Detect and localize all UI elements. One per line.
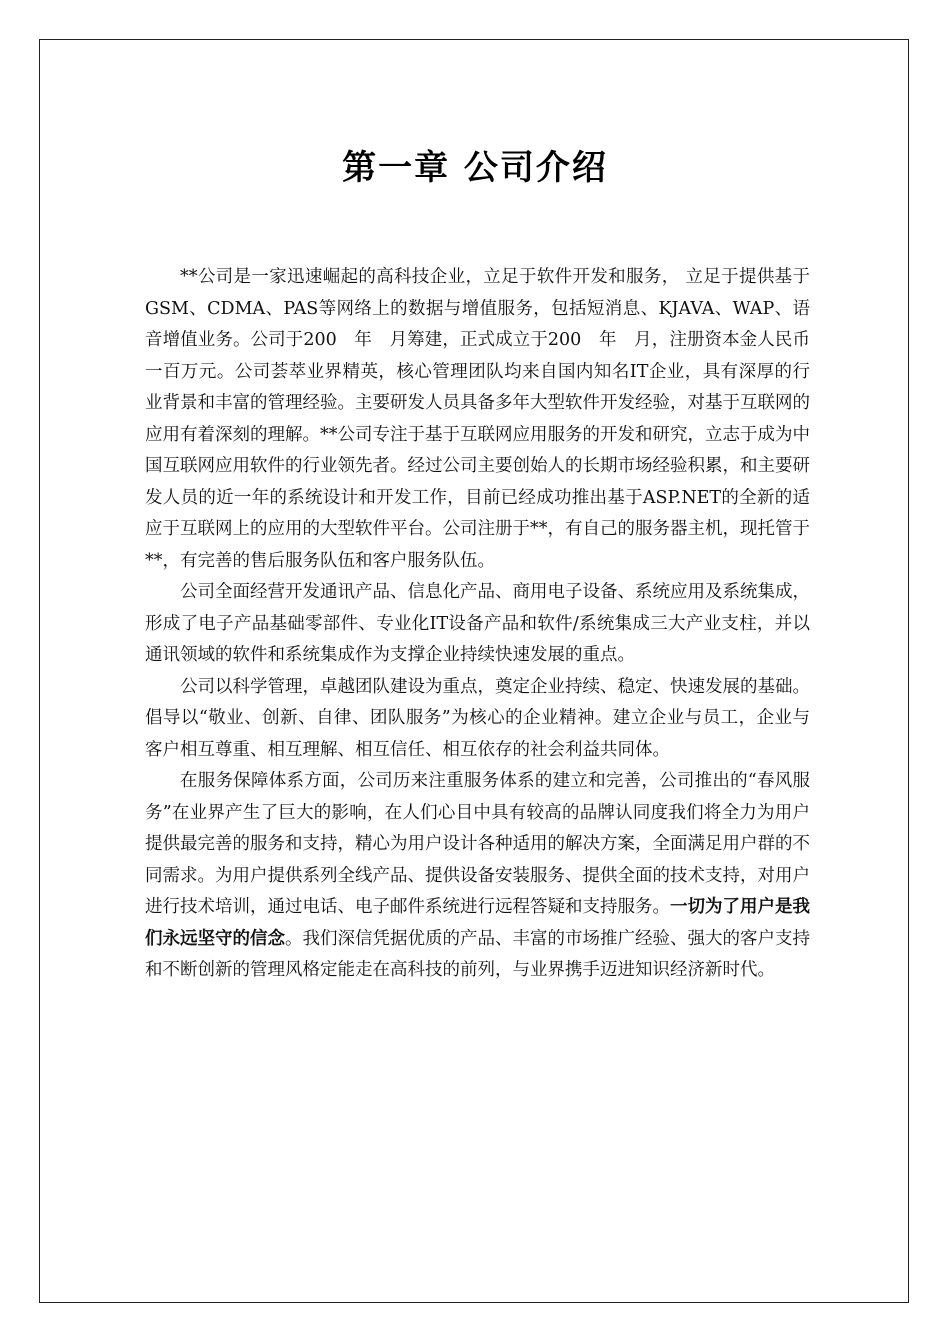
paragraph-service — [145, 766, 810, 987]
chapter-title: 第一章 公司介绍 — [342, 148, 608, 188]
service-text-before: 在服务保障体系方面，公司历来注重服务体系的建立和完善，公司推出的“春风服务”在业界产生了巨大的影响，在人们心目中具有较高的品牌认同度我们将全力为用户提供最完善的服务和支持，精心为用户设计各种适用的解决方案，全面满足用户群的不同需求。为用户提供系列全线产品、提供设备安装服务、提供全面的技术支持，对用户进行技术培训，通过电话、电子邮件系统进行远程答疑和支持服务。 — [145, 771, 810, 917]
document-body — [145, 262, 810, 987]
paragraph-business-scope: 公司全面经营开发通讯产品、信息化产品、商用电子设备、系统应用及系统集成，形成了电子产品基础零部件、专业化IT设备产品和软件/系统集成三大产业支柱，并以通讯领域的软件和系统集成作为支撑企业持续快速发展的重点。 — [145, 582, 810, 665]
service-motto: 一切为了用户是我们永远坚守的信念 — [145, 897, 810, 949]
paragraph-company-overview: **公司是一家迅速崛起的高科技企业，立足于软件开发和服务， 立足于提供基于GSM、CDMA、PAS等网络上的数据与增值服务，包括短消息、KJAVA、WAP、语音增值业务。公司于200 年 月筹建，正式成立于200 年 月，注册资本金人民币一百万元。公司荟萃业界精英，核心管理团队均来自国内知名IT企业，具有深厚的行业背景和丰富的管理经验。主要研发人员具备多年大型软件开发经验，对基于互联网的应用有着深刻的理解。**公司专注于基于互联网应用服务的开发和研究，立志于成为中国互联网应用软件的行业领先者。经过公司主要创始人的长期市场经验积累，和主要研发人员的近一年的系统设计和开发工作，目前已经成功推出基于ASP.NET的全新的适应于互联网上的应用的大型软件平台。公司注册于**，有自己的服务器主机，现托管于**，有完善的售后服务队伍和客户服务队伍。 — [145, 267, 810, 571]
service-text-after: 。我们深信凭据优质的产品、丰富的市场推广经验、强大的客户支持和不断创新的管理风格定能走在高科技的前列，与业界携手迈进知识经济新时代。 — [145, 928, 810, 980]
paragraph-management: 公司以科学管理，卓越团队建设为重点，奠定企业持续、稳定、快速发展的基础。倡导以“敬业、创新、自律、团队服务”为核心的企业精神。建立企业与员工，企业与客户相互尊重、相互理解、相互信任、相互依存的社会利益共同体。 — [145, 676, 810, 760]
